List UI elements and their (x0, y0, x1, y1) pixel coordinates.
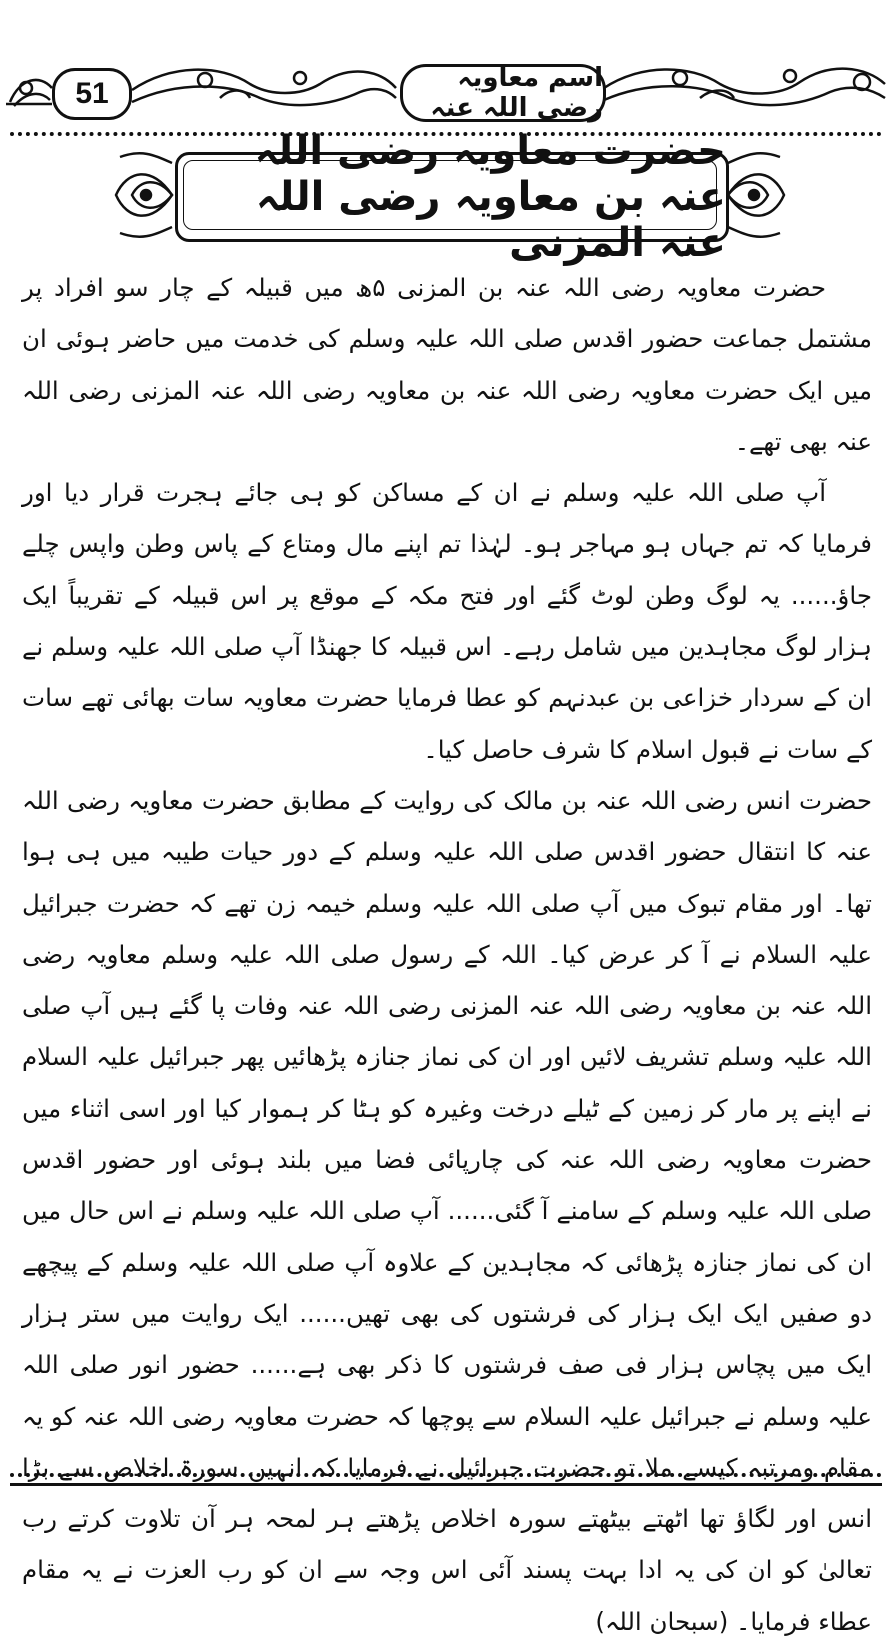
footer-divider-dotted (10, 1473, 882, 1477)
paragraph: آپ صلی اللہ علیہ وسلم نے ان کے مساکن کو ہی جائے ہجرت قرار دیا اور فرمایا کہ تم جہاں ہو مہاجر ہو۔ لہٰذا تم اپنے مال ومتاع کے پاس وطن واپس چلے جاؤ...... یہ لوگ وطن لوٹ گئے اور فتح مکہ کے موقع پر اس قبیلہ کے تقریباً ایک ہزار لوگ مجاہدین میں شامل رہے۔ اس قبیلہ کا جھنڈا آپ صلی اللہ علیہ وسلم نے ان کے سردار خزاعی بن عبدنہم کو عطا فرمایا حضرت معاویہ سات بھائی تھے سات کے سات نے قبول اسلام کا شرف حاصل کیا۔ (22, 478, 872, 764)
running-title: اسم معاویہ رضی اللہ عنہ (400, 64, 606, 122)
body-text (22, 262, 872, 1636)
paragraph: حضرت معاویہ رضی اللہ عنہ بن المزنی ۵ھ میں قبیلہ کے چار سو افراد پر مشتمل جماعت حضور اقدس صلی اللہ علیہ وسلم کی خدمت میں حاضر ہوئی ان میں ایک حضرت معاویہ رضی اللہ عنہ بن معاویہ رضی اللہ عنہ المزنی رضی اللہ عنہ بھی تھے۔ (22, 273, 872, 456)
footer-divider-solid (10, 1483, 882, 1486)
page-number: 51 (52, 68, 132, 120)
paragraph: حضرت انس رضی اللہ عنہ بن مالک کی روایت کے مطابق حضرت معاویہ رضی اللہ عنہ کا انتقال حضور اقدس صلی اللہ علیہ وسلم کے دور حیات طیبہ میں ہی ہوا تھا۔ اور مقام تبوک میں آپ صلی اللہ علیہ وسلم خیمہ زن تھے کہ حضرت جبرائیل علیہ السلام نے آ کر عرض کیا۔ اللہ کے رسول صلی اللہ علیہ وسلم معاویہ رضی اللہ عنہ بن معاویہ رضی اللہ عنہ المزنی رضی اللہ عنہ وفات پا گئے ہیں آپ صلی اللہ علیہ وسلم تشریف لائیں اور ان کی نماز جنازہ پڑھائیں پھر جبرائیل علیہ السلام نے اپنے پر مار کر زمین کے ٹیلے درخت وغیرہ کو ہٹا کر ہموار کیا اور اسی اثناء میں حضرت معاویہ رضی اللہ عنہ کی چارپائی فضا میں بلند ہوئی اور حضور اقدس صلی اللہ علیہ وسلم کے سامنے آ گئی...... آپ صلی اللہ علیہ وسلم نے اس حال میں ان کی نماز جنازہ پڑھائی کہ مجاہدین کے علاوہ آپ صلی اللہ علیہ وسلم کے پیچھے دو صفیں ایک ایک ہزار کی فرشتوں کی بھی تھیں...... ایک روایت میں ستر ہزار ایک میں پچاس ہزار فی صف فرشتوں کا ذکر بھی ہے...... حضور انور صلی اللہ علیہ وسلم نے جبرائیل علیہ السلام سے پوچھا کہ حضرت معاویہ رضی اللہ عنہ کو یہ مقام ومرتبہ کیسے ملا تو حضرت جبرائیل نے فرمایا کہ انہیں سورۃ اخلاص سے بڑا انس اور لگاؤ تھا اٹھتے بیٹھتے سورہ اخلاص پڑھتے ہر لمحہ ہر آن تلاوت کرتے رب تعالیٰ کو ان کی یہ ادا بہت پسند آئی اس وجہ سے ان کو رب العزت نے یہ مقام عطاء فرمایا۔ (سبحان اللہ) (22, 785, 872, 1636)
chapter-title: حضرت معاویہ رضی اللہ عنہ بن معاویہ رضی اللہ عنہ المزنی (175, 152, 729, 242)
